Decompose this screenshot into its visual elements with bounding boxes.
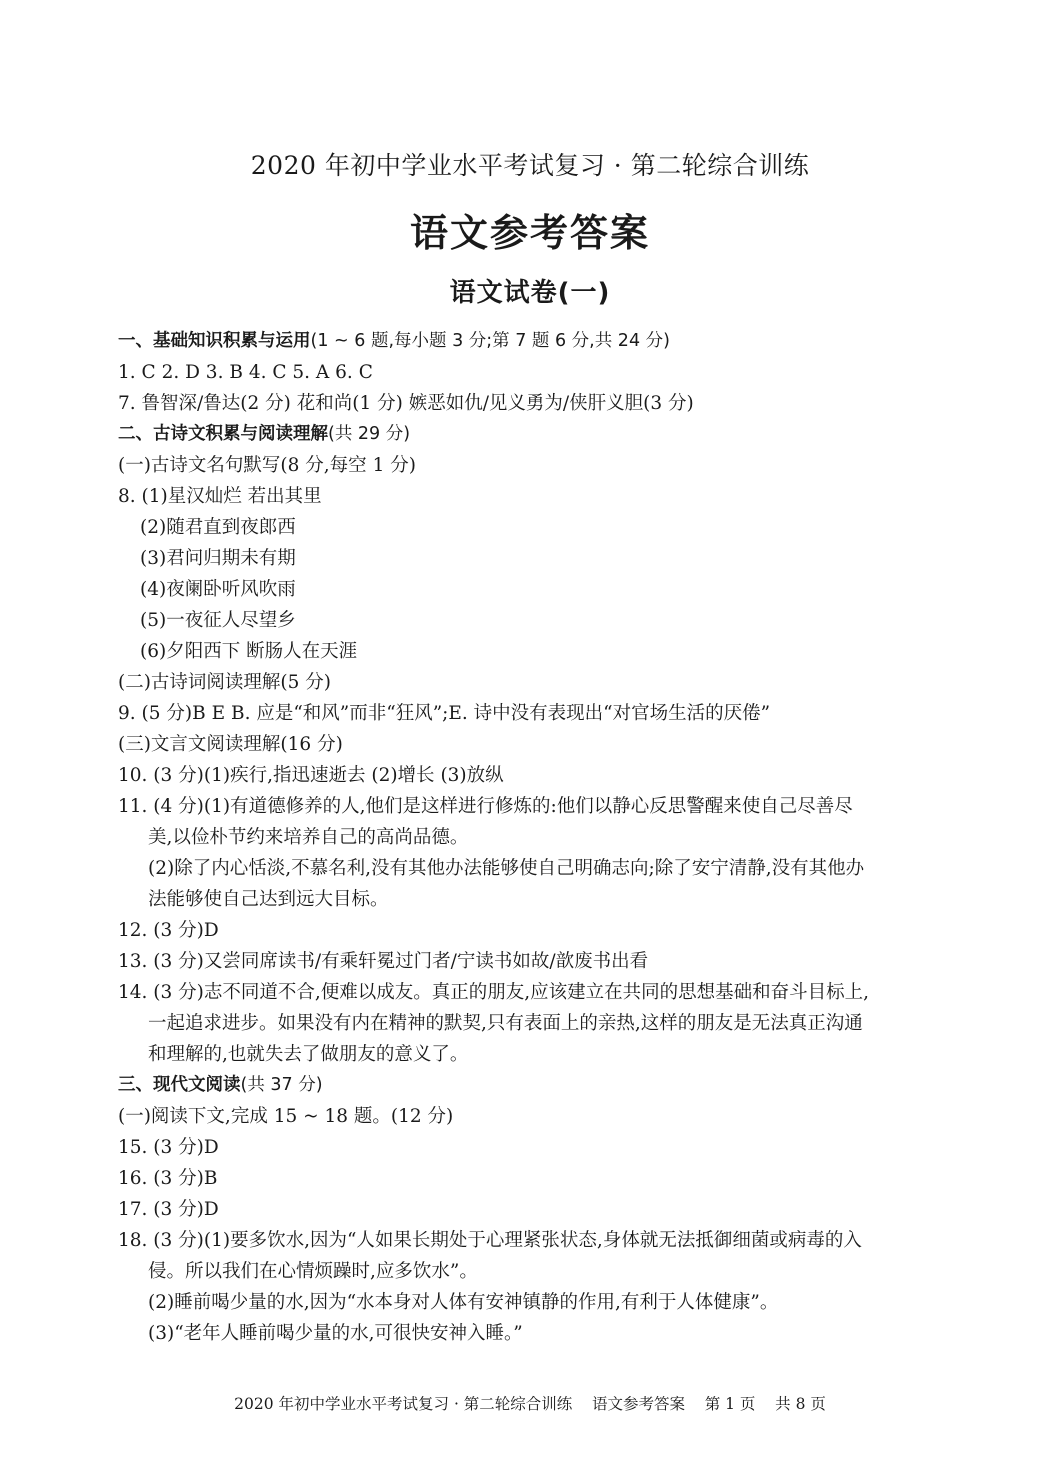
answer-8-5: (5)一夜征人尽望乡 — [140, 610, 296, 631]
answer-12: 12. (3 分)D — [118, 920, 219, 941]
answer-1-6: 1. C 2. D 3. B 4. C 5. A 6. C — [118, 362, 373, 383]
answer-15: 15. (3 分)D — [118, 1137, 219, 1158]
subsection-2-1: (一)古诗文名句默写(8 分,每空 1 分) — [118, 455, 416, 476]
answer-14-line-1: 14. (3 分)志不同道不合,便难以成友。真正的朋友,应该建立在共同的思想基础和奋斗目标上, — [118, 982, 870, 1003]
answer-8-3: (3)君问归期未有期 — [140, 548, 296, 569]
subsection-3-1: (一)阅读下文,完成 15 ~ 18 题。(12 分) — [118, 1106, 454, 1127]
answer-11-line-3: (2)除了内心恬淡,不慕名利,没有其他办法能够使自己明确志向;除了安宁清静,没有其他办 — [148, 858, 865, 879]
answer-14-line-3: 和理解的,也就失去了做朋友的意义了。 — [148, 1044, 469, 1065]
answer-8-6: (6)夕阳西下 断肠人在天涯 — [140, 641, 358, 662]
section-heading-1-label: 一、基础知识积累与运用 — [118, 331, 311, 351]
answer-11-line-1: 11. (4 分)(1)有道德修养的人,他们是这样进行修炼的:他们以静心反思警醒来使自己尽善尽 — [118, 796, 853, 817]
section-heading-1-note: (1 ~ 6 题,每小题 3 分;第 7 题 6 分,共 24 分) — [310, 331, 670, 351]
answer-18-line-2: 侵。所以我们在心情烦躁时,应多饮水”。 — [148, 1261, 478, 1282]
section-heading-2 — [118, 419, 948, 450]
answer-11-line-2: 美,以俭朴节约来培养自己的高尚品德。 — [148, 827, 469, 848]
answer-8-4: (4)夜阑卧听风吹雨 — [140, 579, 296, 600]
answer-8-2: (2)随君直到夜郎西 — [140, 517, 296, 538]
main-title: 语文参考答案 — [409, 211, 650, 255]
answer-7: 7. 鲁智深/鲁达(2 分) 花和尚(1 分) 嫉恶如仇/见义勇为/侠肝义胆(3 分) — [118, 393, 694, 414]
series-title: 2020 年初中学业水平考试复习 · 第二轮综合训练 — [250, 151, 810, 180]
answer-8-1: 8. (1)星汉灿烂 若出其里 — [118, 486, 322, 507]
section-heading-2-note: (共 29 分) — [328, 424, 411, 444]
answer-10: 10. (3 分)(1)疾行,指迅速逝去 (2)增长 (3)放纵 — [118, 765, 504, 786]
section-heading-3 — [118, 1070, 948, 1101]
answer-content — [118, 326, 948, 1349]
answer-13: 13. (3 分)又尝同席读书/有乘轩冕过门者/宁读书如故/歆废书出看 — [118, 951, 649, 972]
section-heading-1 — [118, 326, 948, 357]
subsection-2-2: (二)古诗词阅读理解(5 分) — [118, 672, 332, 693]
answer-18-line-1: 18. (3 分)(1)要多饮水,因为“人如果长期处于心理紧张状态,身体就无法抵御细菌或病毒的入 — [118, 1230, 862, 1251]
answer-14-line-2: 一起追求进步。如果没有内在精神的默契,只有表面上的亲热,这样的朋友是无法真正沟通 — [148, 1013, 863, 1034]
answer-9: 9. (5 分)B E B. 应是“和风”而非“狂风”;E. 诗中没有表现出“对官场生活的厌倦” — [118, 703, 771, 724]
answer-11-line-4: 法能够使自己达到远大目标。 — [148, 889, 389, 910]
answer-18-line-3: (2)睡前喝少量的水,因为“水本身对人体有安神镇静的作用,有利于人体健康”。 — [148, 1292, 779, 1313]
subsection-2-3: (三)文言文阅读理解(16 分) — [118, 734, 343, 755]
paper-title: 语文试卷(一) — [449, 278, 611, 308]
page-footer: 2020 年初中学业水平考试复习 · 第二轮综合训练 语文参考答案 第 1 页 共 8 页 — [234, 1395, 826, 1413]
section-heading-3-label: 三、现代文阅读 — [118, 1075, 241, 1095]
section-heading-3-note: (共 37 分) — [240, 1075, 323, 1095]
answer-18-line-4: (3)“老年人睡前喝少量的水,可很快安神入睡。” — [148, 1323, 523, 1344]
answer-17: 17. (3 分)D — [118, 1199, 219, 1220]
section-heading-2-label: 二、古诗文积累与阅读理解 — [118, 424, 328, 444]
answer-16: 16. (3 分)B — [118, 1168, 218, 1189]
